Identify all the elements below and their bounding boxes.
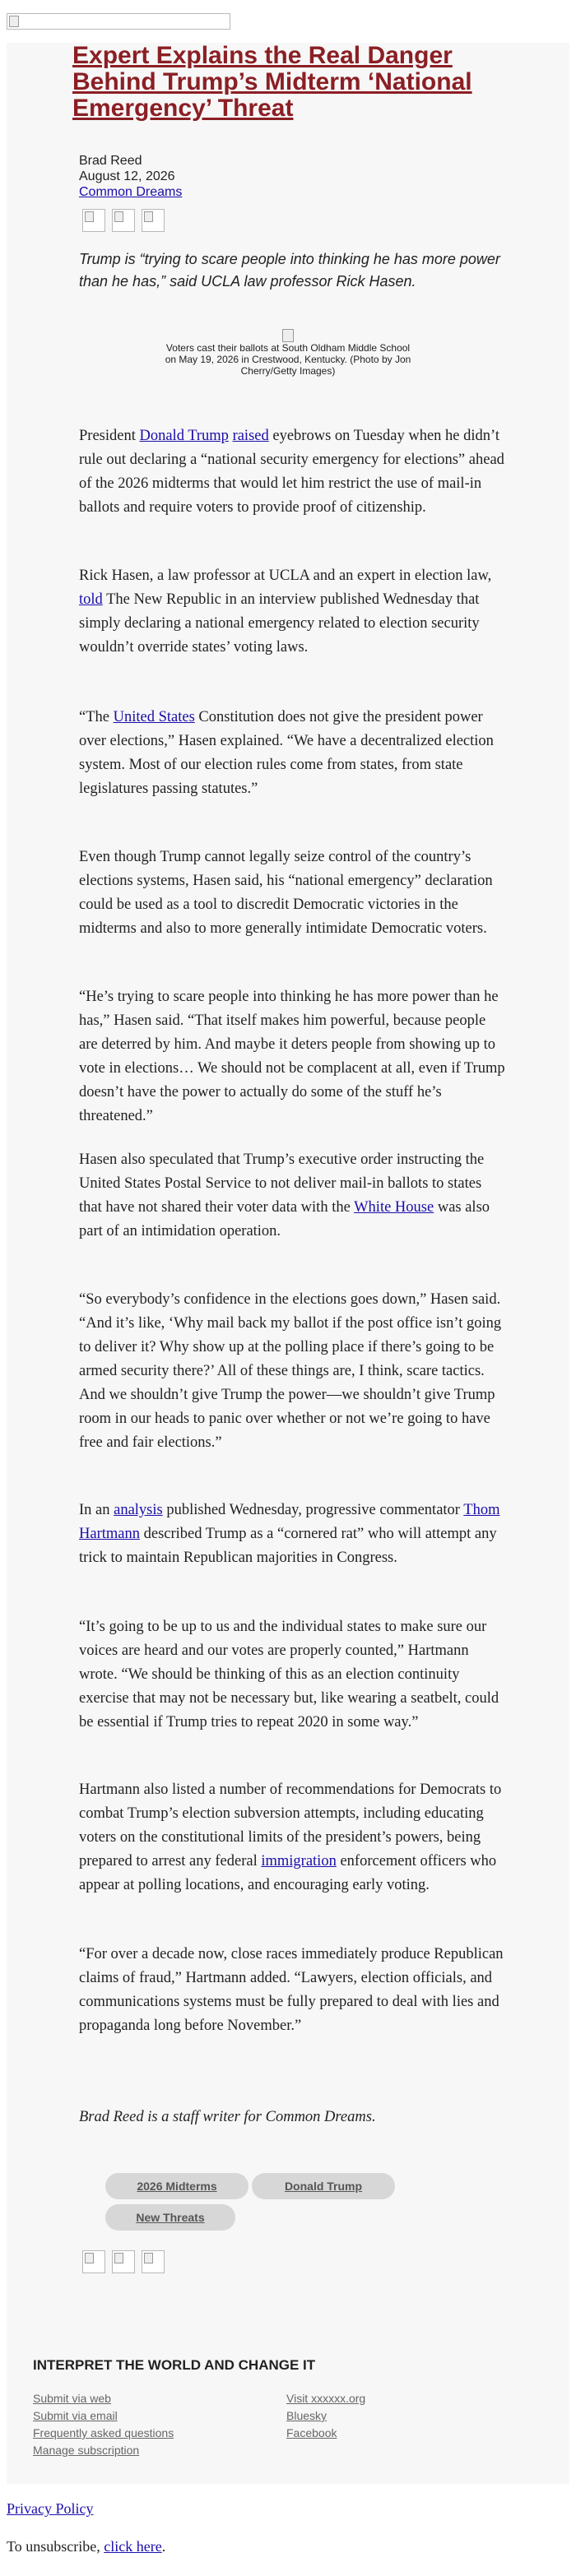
publication-link[interactable]: Common Dreams: [79, 185, 183, 199]
unsubscribe-row: [7, 2538, 165, 2555]
link-told[interactable]: told: [79, 591, 103, 608]
link-donald-trump[interactable]: Donald Trump: [139, 428, 229, 444]
broken-image-icon: [9, 16, 19, 27]
facebook-link[interactable]: Facebook: [286, 2426, 337, 2439]
article-dek: Trump is “trying to scare people into thinking he has more power than he has,” said UCLA law professor Rick Hasen.: [79, 251, 500, 290]
tag-new-threats[interactable]: New Threats: [105, 2204, 235, 2231]
unsubscribe-suffix: .: [161, 2538, 166, 2555]
paragraph-2: [79, 564, 507, 660]
text: was also part of an intimidation operation.: [79, 1199, 490, 1239]
paragraph-8: [79, 1499, 507, 1570]
image-caption-block: [165, 329, 411, 377]
link-thom-hartmann[interactable]: Thom Hartmann: [79, 1502, 500, 1542]
link-raised[interactable]: raised: [232, 428, 269, 444]
paragraph-5: “He’s trying to scare people into thinking he has more power than he has,” Hasen said. “That itself makes him powerful, because people are deterred by him. And maybe it deters people from showing up to vote in elections… We should not be complacent at all, even if Trump doesn’t have the power to actually do some of the stuff he’s threatened.”: [79, 989, 505, 1124]
paragraph-3: [79, 706, 507, 801]
submit-email-link[interactable]: Submit via email: [33, 2409, 118, 2422]
header-image-placeholder: [7, 13, 230, 30]
broken-image-icon: [85, 211, 94, 222]
broken-image-icon: [144, 2253, 153, 2263]
broken-image-icon: [282, 329, 294, 342]
author-name: Brad Reed: [79, 154, 142, 168]
paragraph-6: [79, 1148, 507, 1244]
visit-site-link[interactable]: Visit xxxxxx.org: [286, 2392, 366, 2405]
footer-right-links: [286, 2390, 365, 2442]
privacy-policy-link[interactable]: Privacy Policy: [7, 2500, 94, 2517]
publish-date: August 12, 2026: [79, 169, 175, 183]
bluesky-link[interactable]: Bluesky: [286, 2409, 327, 2422]
text: eyebrows on Tuesday when he didn’t rule out declaring a “national security emergency for elections” ahead of the 2026 midterms that would let him restrict the use of mail-in ballots and require voters to provide proof of citizenship.: [79, 428, 504, 516]
text: President: [79, 428, 140, 444]
text: described Trump as a “cornered rat” who will attempt any trick to maintain Republican majorities in Congress.: [79, 1526, 497, 1566]
text: The New Republic in an interview published Wednesday that simply declaring a national emergency related to election security wouldn’t override states’ voting laws.: [79, 591, 480, 656]
paragraph-1: [79, 424, 507, 520]
share-icon-3[interactable]: [142, 2250, 165, 2273]
paragraph-9: “It’s going to be up to us and the individual states to make sure our voices are heard and our votes are properly counted,” Hartmann wrote. “We should be thinking of this as an election continuity exercise that may not be necessary but, like wearing a seatbelt, could be essential if Trump tries to repeat 2020 in some way.”: [79, 1619, 499, 1730]
privacy-row: [7, 2500, 94, 2518]
paragraph-7: “So everybody’s confidence in the elections goes down,” Hasen said. “And it’s like, ‘Why mail back my ballot if the post office isn’t going to deliver it? Why show up at the polling place if there’s going to be armed security there?’ All of these things are, I think, scare tactics. And we shouldn’t give Trump the power—we shouldn’t give Trump room in our heads to panic over whether or not we’re going to have free and fair elections.”: [79, 1291, 502, 1451]
image-caption: Voters cast their ballots at South Oldham Middle School on May 19, 2026 in Crestwood, Kentucky. (Photo by Jon Cherry/Getty Images): [165, 342, 411, 377]
text: enforcement officers who appear at polling locations, and encouraging early voting.: [79, 1853, 497, 1893]
paragraph-11: “For over a decade now, close races immediately produce Republican claims of fraud,” Hartmann added. “Lawyers, election officials, and communications systems must be fully prepared to deal with lies and propaganda long before November.”: [79, 1946, 504, 2034]
link-united-states[interactable]: United States: [113, 709, 195, 725]
share-row-bottom: [82, 2250, 165, 2273]
share-icon-1[interactable]: [82, 2250, 105, 2273]
unsubscribe-link[interactable]: click here: [104, 2538, 162, 2555]
broken-image-icon: [85, 2253, 94, 2263]
tag-2026-midterms[interactable]: 2026 Midterms: [105, 2173, 249, 2199]
paragraph-10: [79, 1778, 507, 1897]
footer-left-links: [33, 2390, 174, 2459]
broken-image-icon: [114, 211, 123, 222]
text: Hartmann also listed a number of recommendations for Democrats to combat Trump’s election subversion attempts, including educating voters on the constitutional limits of the president’s powers, being prepared to arrest any federal: [79, 1781, 502, 1869]
manage-subscription-link[interactable]: Manage subscription: [33, 2444, 140, 2457]
text: In an: [79, 1502, 114, 1518]
tag-donald-trump[interactable]: Donald Trump: [252, 2173, 395, 2199]
share-icon-2[interactable]: [112, 209, 135, 232]
share-icon-3[interactable]: [142, 209, 165, 232]
text: “The: [79, 709, 114, 725]
paragraph-4: Even though Trump cannot legally seize control of the country’s elections systems, Hasen said, his “national emergency” declaration could be used as a tool to discredit Democratic victories in the midterms and also to more generally intimidate Democratic voters.: [79, 849, 493, 937]
article-headline[interactable]: Expert Explains the Real Danger Behind Trump’s Midterm ‘National Emergency’ Threat: [72, 42, 472, 122]
text: Constitution does not give the president power over elections,” Hasen explained. “We have a decentralized election system. Most of our election rules come from states, from state legislatures passing statutes.”: [79, 709, 494, 797]
faq-link[interactable]: Frequently asked questions: [33, 2426, 174, 2439]
footer-title: INTERPRET THE WORLD AND CHANGE IT: [33, 2357, 316, 2373]
share-row-top: [82, 209, 165, 232]
share-icon-1[interactable]: [82, 209, 105, 232]
text: published Wednesday, progressive commentator: [162, 1502, 464, 1518]
link-analysis[interactable]: analysis: [114, 1502, 163, 1518]
author-note: Brad Reed is a staff writer for Common Dreams.: [79, 2109, 376, 2125]
text: Hasen also speculated that Trump’s executive order instructing the United States Postal Service to not deliver mail-in ballots to states that have not shared their voter data with the: [79, 1151, 485, 1216]
broken-image-icon: [144, 211, 153, 222]
article-meta: [79, 153, 182, 200]
link-immigration[interactable]: immigration: [261, 1853, 337, 1869]
unsubscribe-text: To unsubscribe,: [7, 2538, 105, 2555]
share-icon-2[interactable]: [112, 2250, 135, 2273]
submit-web-link[interactable]: Submit via web: [33, 2392, 111, 2405]
broken-image-icon: [114, 2253, 123, 2263]
text: Rick Hasen, a law professor at UCLA and an expert in election law,: [79, 568, 492, 584]
link-white-house[interactable]: White House: [354, 1199, 434, 1216]
